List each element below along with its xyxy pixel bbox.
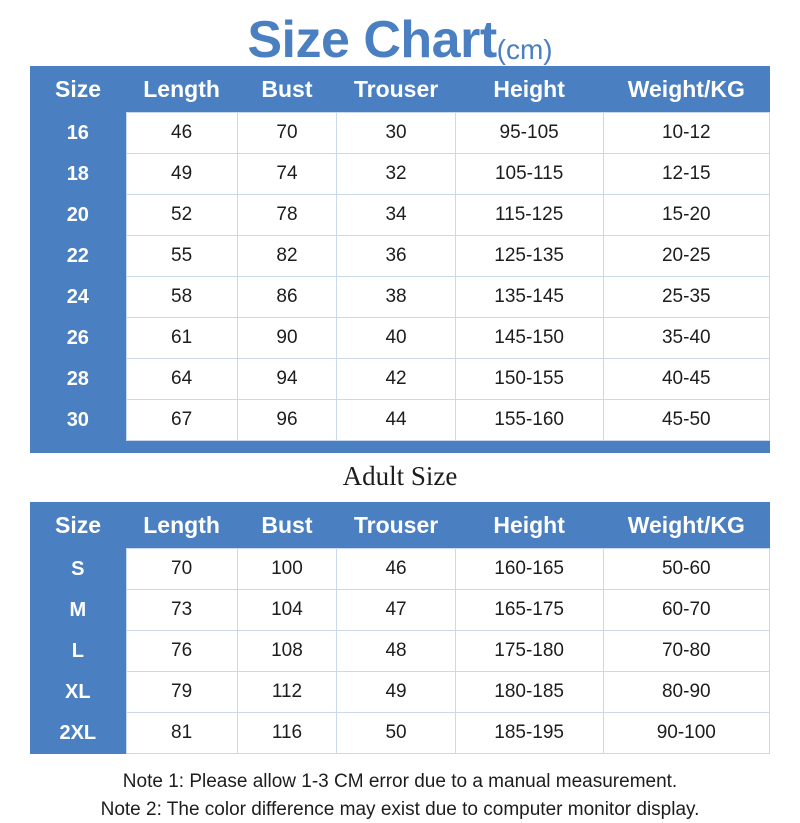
table-row — [30, 400, 770, 441]
cell-trouser: 36 — [337, 236, 455, 277]
cell-length: 64 — [126, 359, 237, 400]
cell-trouser: 48 — [337, 631, 455, 672]
cell-height: 115-125 — [455, 195, 603, 236]
column-header-trouser: Trouser — [337, 66, 455, 113]
table-row — [30, 113, 770, 154]
cell-height: 160-165 — [455, 549, 603, 590]
cell-size: 20 — [30, 195, 126, 236]
column-header-bust: Bust — [237, 502, 337, 549]
table-row — [30, 195, 770, 236]
table-row — [30, 359, 770, 400]
notes-block — [0, 768, 800, 823]
cell-size: 16 — [30, 113, 126, 154]
column-header-size: Size — [30, 66, 126, 113]
cell-weight: 12-15 — [603, 154, 769, 195]
cell-weight: 35-40 — [603, 318, 769, 359]
column-header-bust: Bust — [237, 66, 337, 113]
cell-trouser: 34 — [337, 195, 455, 236]
cell-height: 165-175 — [455, 590, 603, 631]
cell-trouser: 46 — [337, 549, 455, 590]
column-header-length: Length — [126, 66, 237, 113]
cell-length: 49 — [126, 154, 237, 195]
cell-size: 28 — [30, 359, 126, 400]
page-title-main: Size Chart — [247, 11, 497, 69]
table-row — [30, 154, 770, 195]
cell-size: XL — [30, 672, 126, 713]
cell-height: 135-145 — [455, 277, 603, 318]
cell-length: 52 — [126, 195, 237, 236]
cell-length: 70 — [126, 549, 237, 590]
page-title — [0, 0, 800, 69]
cell-weight: 20-25 — [603, 236, 769, 277]
cell-length: 58 — [126, 277, 237, 318]
table-row — [30, 672, 770, 713]
cell-weight: 10-12 — [603, 113, 769, 154]
cell-bust: 74 — [237, 154, 337, 195]
cell-bust: 108 — [237, 631, 337, 672]
cell-size: 2XL — [30, 713, 126, 754]
cell-weight: 70-80 — [603, 631, 769, 672]
cell-weight: 45-50 — [603, 400, 769, 441]
cell-size: L — [30, 631, 126, 672]
cell-size: 30 — [30, 400, 126, 441]
column-header-trouser: Trouser — [337, 502, 455, 549]
table-header-row — [30, 66, 770, 113]
cell-length: 81 — [126, 713, 237, 754]
cell-height: 105-115 — [455, 154, 603, 195]
table-header-row — [30, 502, 770, 549]
table-row — [30, 318, 770, 359]
note-line-2: Note 2: The color difference may exist due to computer monitor display. — [100, 798, 700, 820]
adult-size-table — [30, 502, 770, 754]
cell-size: 22 — [30, 236, 126, 277]
cell-trouser: 49 — [337, 672, 455, 713]
cell-weight: 80-90 — [603, 672, 769, 713]
cell-bust: 104 — [237, 590, 337, 631]
column-header-weight: Weight/KG — [603, 66, 769, 113]
cell-height: 175-180 — [455, 631, 603, 672]
cell-height: 95-105 — [455, 113, 603, 154]
cell-weight: 90-100 — [603, 713, 769, 754]
cell-length: 55 — [126, 236, 237, 277]
cell-length: 79 — [126, 672, 237, 713]
cell-height: 125-135 — [455, 236, 603, 277]
table-row — [30, 549, 770, 590]
cell-height: 180-185 — [455, 672, 603, 713]
cell-bust: 96 — [237, 400, 337, 441]
cell-length: 76 — [126, 631, 237, 672]
cell-trouser: 32 — [337, 154, 455, 195]
cell-weight: 60-70 — [603, 590, 769, 631]
cell-bust: 90 — [237, 318, 337, 359]
cell-size: 18 — [30, 154, 126, 195]
column-header-height: Height — [455, 502, 603, 549]
cell-bust: 78 — [237, 195, 337, 236]
kids-size-table — [30, 66, 770, 441]
cell-bust: 116 — [237, 713, 337, 754]
table-row — [30, 590, 770, 631]
cell-size: M — [30, 590, 126, 631]
cell-length: 61 — [126, 318, 237, 359]
column-header-weight: Weight/KG — [603, 502, 769, 549]
table-row — [30, 236, 770, 277]
cell-bust: 112 — [237, 672, 337, 713]
cell-size: S — [30, 549, 126, 590]
cell-length: 46 — [126, 113, 237, 154]
cell-height: 155-160 — [455, 400, 603, 441]
cell-bust: 86 — [237, 277, 337, 318]
cell-height: 150-155 — [455, 359, 603, 400]
cell-trouser: 40 — [337, 318, 455, 359]
cell-trouser: 50 — [337, 713, 455, 754]
column-header-height: Height — [455, 66, 603, 113]
cell-length: 73 — [126, 590, 237, 631]
cell-trouser: 44 — [337, 400, 455, 441]
cell-weight: 40-45 — [603, 359, 769, 400]
table-row — [30, 277, 770, 318]
kids-size-table-block — [30, 66, 770, 453]
cell-length: 67 — [126, 400, 237, 441]
cell-trouser: 38 — [337, 277, 455, 318]
note-line-1: Note 1: Please allow 1-3 CM error due to a manual measurement. — [122, 771, 678, 792]
cell-trouser: 47 — [337, 590, 455, 631]
adult-size-table-block — [30, 502, 770, 754]
table-row — [30, 631, 770, 672]
cell-weight: 50-60 — [603, 549, 769, 590]
cell-trouser: 42 — [337, 359, 455, 400]
cell-bust: 70 — [237, 113, 337, 154]
cell-size: 26 — [30, 318, 126, 359]
section-heading-adult: Adult Size — [342, 461, 458, 491]
cell-trouser: 30 — [337, 113, 455, 154]
cell-weight: 25-35 — [603, 277, 769, 318]
page-title-unit: (cm) — [496, 34, 553, 65]
table-row — [30, 713, 770, 754]
cell-height: 145-150 — [455, 318, 603, 359]
column-header-size: Size — [30, 502, 126, 549]
cell-height: 185-195 — [455, 713, 603, 754]
kids-table-footer-band — [30, 441, 770, 453]
cell-size: 24 — [30, 277, 126, 318]
cell-bust: 94 — [237, 359, 337, 400]
cell-bust: 82 — [237, 236, 337, 277]
cell-weight: 15-20 — [603, 195, 769, 236]
cell-bust: 100 — [237, 549, 337, 590]
column-header-length: Length — [126, 502, 237, 549]
